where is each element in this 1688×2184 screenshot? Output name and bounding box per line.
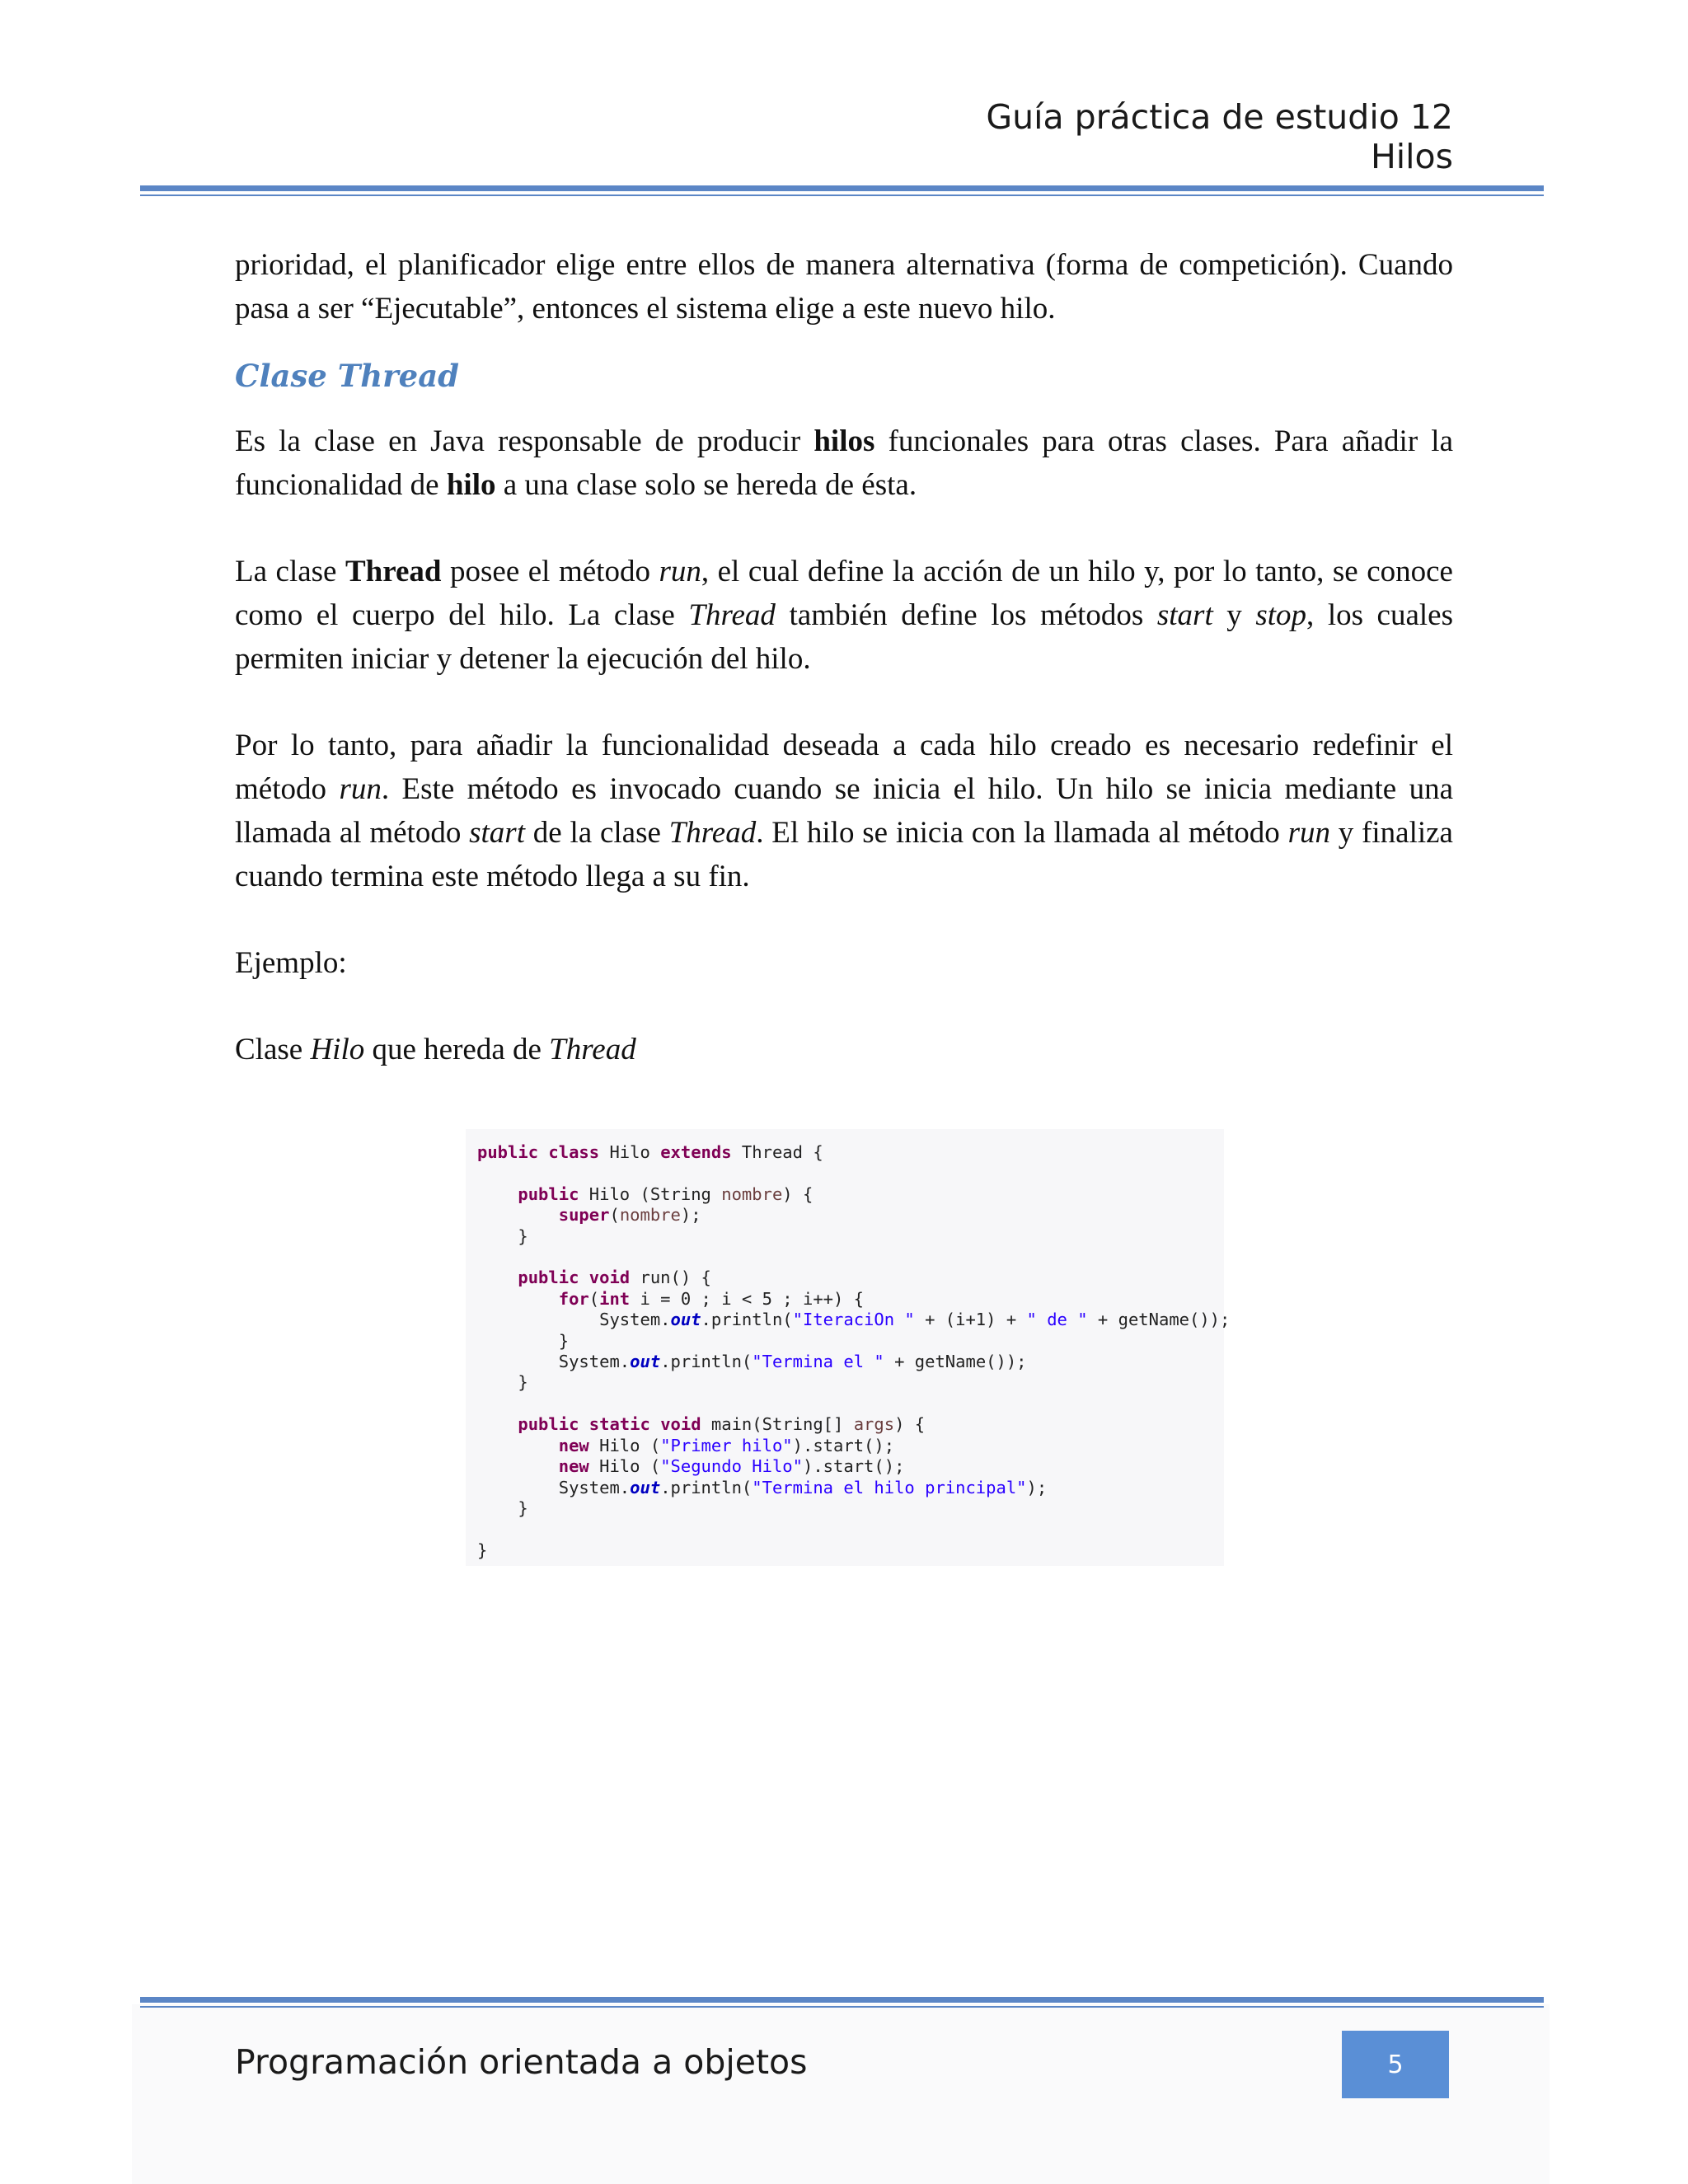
italic-term: start [1156,598,1213,632]
code-line: } [518,1372,528,1393]
text-run: también define los métodos [775,598,1157,632]
text-run: funcionales para otras clases. Para añadir la funcionalidad de [235,424,1453,502]
bold-term: hilo [446,468,496,502]
code-line: super(nombre); [558,1205,701,1226]
text-run: , los cuales permiten iniciar y detener la ejecución del hilo. [235,598,1454,676]
italic-term: run [659,555,701,588]
code-line: new Hilo ("Primer hilo").start(); [558,1435,895,1455]
italic-term: stop [1255,598,1307,632]
text-run: Clase [235,1033,311,1066]
italic-term: start [469,816,525,850]
footer-title: Programación orientada a objetos [235,2042,808,2082]
italic-term: Hilo [310,1033,365,1066]
document-body [235,243,1453,1071]
paragraph-redefine-run [235,724,1453,898]
paragraph-thread-class [235,419,1453,507]
text-run: y finaliza cuando termina este método llega a su fin. [235,816,1453,893]
paragraph-intro: prioridad, el planificador elige entre ellos de manera alternativa (forma de competición). Cuando pasa a ser “Ejecutable”, entonces el sistema elige a este nuevo hilo. [235,248,1453,326]
code-line: public Hilo (String nombre) { [518,1183,814,1204]
code-line: } [477,1540,488,1560]
code-example [466,1129,1231,1566]
text-run: , el cual define la acción de un hilo y, por lo tanto, se conoce como el cuerpo del hilo. La clase [235,555,1453,632]
text-run: de la clase [524,816,669,850]
italic-term: run [339,772,382,806]
code-line: public class Hilo extends Thread { [477,1142,823,1162]
italic-term: run [1287,816,1330,850]
code-line: } [518,1226,528,1246]
italic-term: Thread [688,598,776,632]
footer-background [132,2004,1550,2184]
code-line: public void run() { [518,1268,711,1288]
code-line: new Hilo ("Segundo Hilo").start(); [558,1456,905,1477]
text-run: a una clase solo se hereda de ésta. [495,468,917,502]
paragraph-class-caption [235,1028,1453,1071]
code-line: System.out.println("Termina el hilo principal"); [558,1477,1048,1497]
text-run: que hereda de [364,1033,550,1066]
text-run: Es la clase en Java responsable de producir [235,424,814,458]
code-line: } [518,1497,528,1518]
paragraph-example: Ejemplo: [235,946,347,980]
page-header [986,97,1453,176]
header-title: Guía práctica de estudio 12 [986,97,1453,137]
code-line: for(int i = 0 ; i < 5 ; i++) { [558,1288,865,1309]
text-run: posee el método [441,555,659,588]
text-run: y [1212,598,1256,632]
code-line: System.out.println("Termina el " + getName()); [558,1352,1027,1372]
footer-rule [140,1997,1544,2008]
paragraph-run-method [235,550,1453,681]
bold-term: hilos [814,424,875,458]
text-run: Por lo tanto, para añadir la funcionalidad deseada a cada hilo creado es necesario redefinir el método [235,729,1453,806]
text-run: . Este método es invocado cuando se inicia el hilo. Un hilo se inicia mediante una llamada al método [235,772,1454,850]
italic-term: Thread [549,1033,636,1066]
code-line: } [558,1330,570,1351]
text-run: . El hilo se inicia con la llamada al método [756,816,1288,850]
text-run: La clase [235,555,345,588]
header-rule [140,185,1544,196]
code-line: public static void main(String[] args) { [518,1414,926,1435]
header-subtitle: Hilos [1370,137,1453,176]
italic-term: Thread [668,816,757,850]
page-number: 5 [1387,2050,1404,2079]
page-number-badge [1342,2031,1449,2098]
code-line: System.out.println("IteraciOn " + (i+1) + " de " + getName()); [599,1310,1231,1330]
bold-term: Thread [345,555,442,588]
section-heading: Clase Thread [235,358,460,394]
